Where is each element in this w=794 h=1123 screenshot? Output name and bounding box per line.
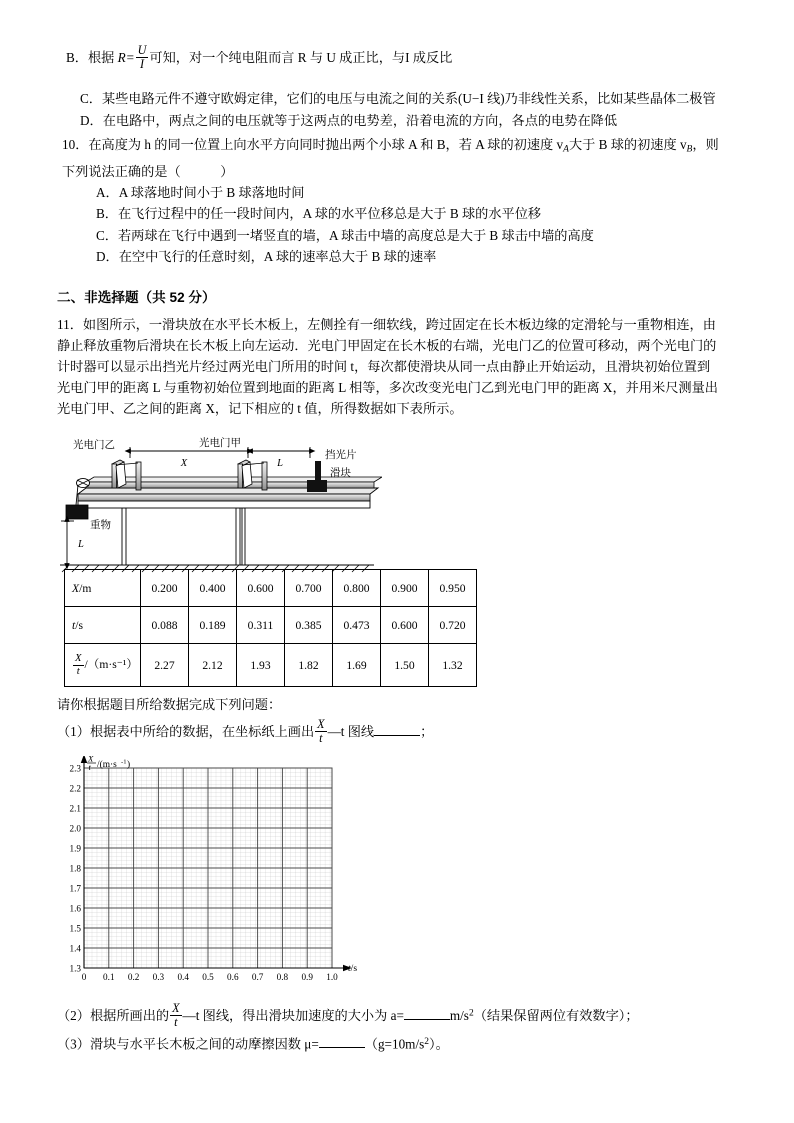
cell-x-6: 0.950	[429, 570, 477, 607]
q10-stem-part1: 在高度为 h 的同一位置上向水平方向同时抛出两个小球 A 和 B，若 A 球的初速度 v	[88, 137, 564, 152]
cell-v-6: 1.32	[429, 644, 477, 687]
dimension-x-label: X	[180, 458, 188, 469]
q10-stem-part2: 大于 B 球的初速度 v	[568, 137, 687, 152]
y-tick-1.4: 1.4	[69, 943, 81, 954]
q11-line2: 静止释放重物后滑块在长木板上向左运动．光电门甲固定在长木板的右端，光电门乙的位置可移动，两个光电门的	[57, 338, 717, 353]
cell-v-0: 2.27	[141, 644, 189, 687]
y-tick-2.0: 2.0	[69, 823, 81, 834]
row-header-x-over-t-unit: /（m·s⁻¹）	[84, 658, 138, 672]
sub-q2-pre: （2）根据所画出的	[57, 1007, 170, 1023]
x-tick-labels	[82, 972, 338, 982]
svg-text:/(m·s: /(m·s	[97, 760, 117, 770]
figure-label-gate-b: 光电门乙	[73, 439, 115, 451]
option-b-letter: B．	[66, 49, 88, 65]
answer-blank-q2[interactable]	[404, 1007, 450, 1020]
q2-frac-den: t	[170, 1015, 181, 1029]
cell-x-5: 0.900	[381, 570, 429, 607]
q11-line4: 光电门甲的距离 L 与重物初始位置到地面的距离 L 相等，多次改变光电门乙到光电门甲的距离 X，并用米尺测量出	[57, 380, 718, 395]
sub-question-1	[57, 718, 757, 744]
cell-x-4: 0.800	[333, 570, 381, 607]
option-d-text: D．在电路中，两点之间的电压就等于这两点的电势差，沿着电流的方向，各点的电势在降低	[80, 113, 618, 128]
sub-q2-unit-sup: 2	[468, 1008, 474, 1019]
answer-blank-q3[interactable]	[319, 1036, 365, 1049]
mcq-option-c	[80, 88, 780, 110]
cell-v-5: 1.50	[381, 644, 429, 687]
row-header-x: X/m	[65, 570, 141, 607]
table-legs	[122, 508, 245, 565]
sub-q3-sup: 2	[424, 1037, 429, 1047]
q11-line5: 光电门甲、乙之间的距离 X，记下相应的 t 值，所得数据如下表所示。	[57, 401, 463, 416]
x-tick-0.9: 0.9	[301, 972, 313, 982]
dimension-x	[130, 447, 248, 469]
option-c-text: C．某些电路元件不遵守欧姆定律，它们的电压与电流之间的关系(U−I 线)乃非线性关系，比如某些晶体二极管	[80, 91, 716, 106]
cell-t-3: 0.385	[285, 607, 333, 644]
x-tick-0: 0	[81, 972, 87, 982]
q10-option-d: D．在空中飞行的任意时刻，A 球的速率总大于 B 球的速率	[96, 249, 437, 265]
svg-text:X: X	[88, 756, 94, 764]
graph-paper-svg	[62, 756, 362, 996]
q11-text-1: 如图所示，一滑块放在水平长木板上，左侧拴有一细软线，跨过固定在长木板边缘的定滑轮与一重物相连，由	[82, 317, 716, 332]
section-2-heading-text: 二、非选择题（共 52 分）	[57, 290, 216, 305]
q10-option-c: C．若两球在飞行中遇到一堵竖直的墙，A 球击中墙的高度总是大于 B 球击中墙的高度	[96, 227, 594, 243]
q10-option-a: A．A 球落地时间小于 B 球落地时间	[96, 184, 305, 200]
y-tick-1.9: 1.9	[69, 843, 81, 854]
sub-q3-pre: （3）滑块与水平长木板之间的动摩擦因数 μ=	[57, 1036, 319, 1052]
apparatus-figure	[52, 436, 382, 576]
option-b-post: 可知，对一个纯电阻而言 R 与 U 成正比，与I 成反比	[149, 49, 453, 65]
mcq-option-b	[66, 44, 766, 70]
cell-x-2: 0.600	[237, 570, 285, 607]
sub-q1-line	[57, 718, 757, 744]
apparatus-svg	[52, 436, 382, 576]
sub-q1-mid: —t 图线	[327, 723, 375, 739]
sub-q2-unit: m/s	[449, 1007, 469, 1023]
prompt-text: 请你根据题目所给数据完成下列问题：	[57, 697, 282, 712]
cell-t-5: 0.600	[381, 607, 429, 644]
sub-q2-mid: —t 图线，得出滑块加速度的大小为 a=	[182, 1007, 404, 1023]
dimension-l-left-label: L	[78, 539, 84, 550]
x-tick-0.8: 0.8	[276, 972, 289, 982]
fraction-u-over-i	[136, 44, 149, 70]
cell-t-2: 0.311	[237, 607, 285, 644]
row-header-t: t/s	[65, 607, 141, 644]
table-row-x-over-t	[65, 644, 477, 687]
svg-text:t: t	[88, 762, 91, 772]
x-tick-0.5: 0.5	[202, 972, 214, 982]
table-row-t	[65, 607, 477, 644]
answer-blank-q1[interactable]	[374, 723, 420, 736]
cell-x-3: 0.700	[285, 570, 333, 607]
q10-option-b: B．在飞行过程中的任一段时间内，A 球的水平位移总是大于 B 球的水平位移	[96, 206, 542, 222]
cell-t-1: 0.189	[189, 607, 237, 644]
q11-line3: 计时器可以显示出挡光片经过两光电门所用的时间 t，每次都使滑块从同一点由静止开始运动，且滑块初始位置到	[57, 359, 711, 374]
fraction-x-over-t-q1	[315, 718, 326, 744]
svg-text:-1: -1	[121, 758, 127, 766]
fraction-denominator: I	[136, 57, 149, 71]
section-2-heading	[57, 288, 216, 308]
cell-v-2: 1.93	[237, 644, 285, 687]
figure-label-weight: 重物	[90, 519, 111, 531]
x-tick-0.1: 0.1	[103, 972, 115, 982]
y-tick-1.3: 1.3	[69, 963, 81, 974]
question-11	[57, 314, 759, 419]
dimension-l-top-label: L	[277, 458, 283, 469]
sub-question-2	[57, 1002, 767, 1028]
sub-q3-end: ）。	[429, 1036, 449, 1052]
x-tick-1.0: 1.0	[326, 972, 338, 982]
slider-with-shield	[307, 461, 327, 492]
x-tick-0.3: 0.3	[152, 972, 165, 982]
sub-q1-post: ；	[420, 723, 434, 739]
cell-t-0: 0.088	[141, 607, 189, 644]
sub-question-3	[57, 1032, 767, 1054]
dimension-l-top	[252, 447, 310, 469]
prompt-line	[57, 694, 757, 715]
question-10	[62, 134, 768, 268]
y-tick-1.6: 1.6	[69, 903, 81, 914]
sub-q2-line	[57, 1002, 767, 1028]
sub-q3-post: （g=10m/s	[364, 1036, 425, 1052]
cell-x-1: 0.400	[189, 570, 237, 607]
sub-q3-line	[57, 1032, 767, 1054]
q10-stem-part3: ，则	[692, 137, 719, 152]
cell-v-1: 2.12	[189, 644, 237, 687]
x-tick-0.7: 0.7	[251, 972, 264, 982]
table-row-x	[65, 570, 477, 607]
figure-label-shield: 挡光片	[325, 449, 357, 461]
x-tick-0.2: 0.2	[127, 972, 140, 982]
cell-t-6: 0.720	[429, 607, 477, 644]
q11-number: 11．	[57, 317, 83, 332]
q1-frac-den: t	[315, 731, 326, 745]
q1-frac-num: X	[317, 717, 325, 731]
option-b-r-eq: R=	[117, 49, 135, 65]
sub-q1-pre: （1）根据表中所给的数据，在坐标纸上画出	[57, 723, 315, 739]
y-tick-2.3: 2.3	[69, 763, 81, 774]
x-tick-0.6: 0.6	[227, 972, 239, 982]
fraction-x-over-t-q2	[170, 1002, 181, 1028]
dimension-l-left	[61, 521, 84, 564]
q10-sub-a: A	[563, 144, 569, 155]
fraction-numerator: U	[137, 43, 147, 57]
q10-stem-line2: 下列说法正确的是（ ）	[62, 163, 234, 179]
x-axis-title: t/s	[348, 963, 358, 974]
figure-label-gate-a: 光电门甲	[199, 437, 241, 449]
q11-line1	[57, 314, 759, 335]
q2-frac-num: X	[172, 1001, 180, 1015]
y-tick-1.8: 1.8	[69, 863, 81, 874]
mcq-option-d	[80, 110, 780, 132]
cell-t-4: 0.473	[333, 607, 381, 644]
q10-number: 10．	[62, 137, 89, 152]
sub-q2-post: （结果保留两位有效数字）；	[473, 1007, 639, 1023]
q10-sub-b: B	[686, 144, 693, 155]
y-tick-1.7: 1.7	[69, 883, 81, 894]
q10-stem-line1	[62, 134, 768, 161]
cell-v-3: 1.82	[285, 644, 333, 687]
cell-x-0: 0.200	[141, 570, 189, 607]
y-tick-2.2: 2.2	[69, 783, 81, 794]
measurement-data-table	[64, 569, 477, 687]
y-tick-labels	[70, 764, 82, 974]
row-header-x-over-t: $\frac{X}{t}$ /（m·s⁻¹）	[65, 644, 141, 687]
figure-label-slider: 滑块	[330, 467, 351, 479]
svg-text:): )	[127, 760, 131, 770]
y-tick-1.5: 1.5	[69, 923, 81, 934]
y-tick-2.1: 2.1	[69, 803, 81, 814]
option-b-pre: 根据	[87, 49, 118, 65]
graph-paper-figure	[62, 756, 362, 996]
grid-area	[84, 768, 332, 968]
x-tick-0.4: 0.4	[177, 972, 189, 982]
hanging-weight	[66, 505, 88, 519]
cell-v-4: 1.69	[333, 644, 381, 687]
